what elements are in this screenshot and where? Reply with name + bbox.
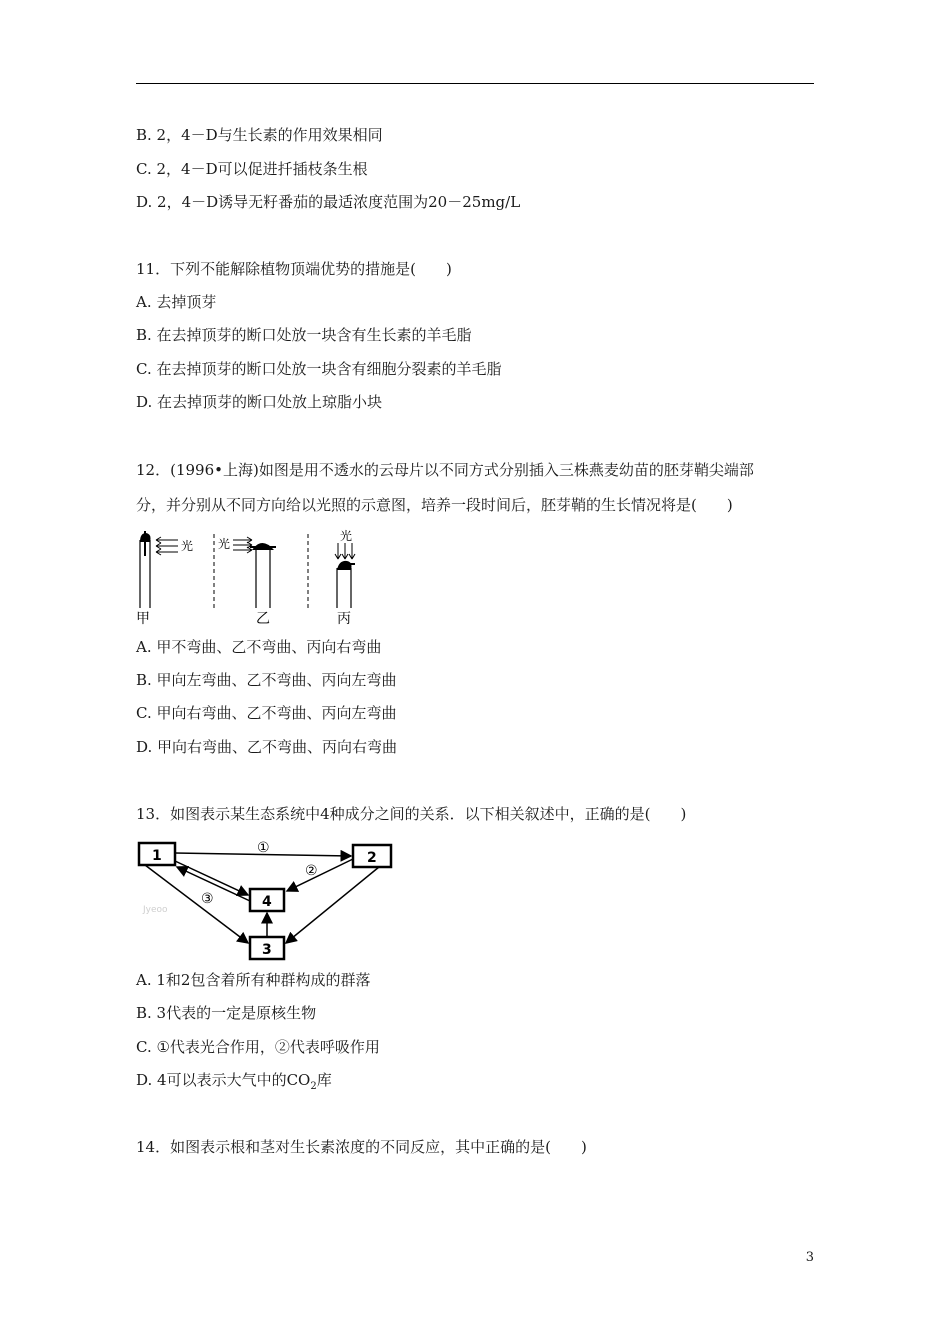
q12-stem-line2: 分，并分别从不同方向给以光照的示意图，培养一段时间后，胚芽鞘的生长情况将是( ) xyxy=(136,496,733,514)
q13-option-b: B. 3代表的一定是原核生物 xyxy=(136,1004,317,1022)
q12-option-d: D. 甲向右弯曲、乙不弯曲、丙向右弯曲 xyxy=(136,738,398,756)
coleoptile-figure xyxy=(134,528,384,626)
q12-stem-line1: 12．(1996•上海)如图是用不透水的云母片以不同方式分别插入三株燕麦幼苗的胚芽鞘尖端部 xyxy=(136,461,754,479)
arrow-2-to-4 xyxy=(287,859,353,891)
q11-option-d: D. 在去掉顶芽的断口处放上琼脂小块 xyxy=(136,393,383,411)
label-jia: 甲 xyxy=(136,611,150,626)
coleoptile-bing xyxy=(335,528,355,626)
header-rule xyxy=(136,83,814,84)
q10-option-d: D. 2，4－D诱导无籽番茄的最适浓度范围为20－25mg/L xyxy=(136,193,521,211)
q11-stem: 11．下列不能解除植物顶端优势的措施是( ) xyxy=(136,260,452,278)
q12-option-a: A. 甲不弯曲、乙不弯曲、丙向右弯曲 xyxy=(136,638,382,656)
box-2-label: 2 xyxy=(367,850,377,866)
label-bing: 丙 xyxy=(337,611,351,626)
q13-option-c: C. ①代表光合作用，②代表呼吸作用 xyxy=(136,1038,380,1056)
q10-option-c: C. 2，4－D可以促进扦插枝条生根 xyxy=(136,160,368,178)
page-number: 3 xyxy=(805,1250,814,1265)
q11-option-a: A. 去掉顶芽 xyxy=(136,293,217,311)
q11-option-c: C. 在去掉顶芽的断口处放一块含有细胞分裂素的羊毛脂 xyxy=(136,360,502,378)
arrow-1-to-4 xyxy=(175,861,248,895)
label-arrow-3: ③ xyxy=(201,891,214,907)
label-arrow-1: ① xyxy=(257,840,270,856)
q14-stem: 14．如图表示根和茎对生长素浓度的不同反应，其中正确的是( ) xyxy=(136,1138,587,1156)
watermark: Jyeoo xyxy=(143,905,168,915)
q13-option-d xyxy=(136,1071,332,1096)
q13-stem: 13．如图表示某生态系统中4种成分之间的关系．以下相关叙述中，正确的是( ) xyxy=(136,805,687,823)
light-label-bing: 光 xyxy=(340,529,353,543)
label-yi: 乙 xyxy=(256,611,270,626)
q13-option-d-suffix: 库 xyxy=(316,1071,332,1089)
arrow-2-to-3 xyxy=(286,867,379,943)
q12-option-c: C. 甲向右弯曲、乙不弯曲、丙向左弯曲 xyxy=(136,704,397,722)
q13-option-a: A. 1和2包含着所有种群构成的群落 xyxy=(136,971,371,989)
coleoptile-yi xyxy=(218,536,276,626)
q12-option-b: B. 甲向左弯曲、乙不弯曲、丙向左弯曲 xyxy=(136,671,397,689)
ecosystem-diagram xyxy=(135,837,397,961)
coleoptile-jia xyxy=(136,531,193,626)
q10-option-b: B. 2，4－D与生长素的作用效果相同 xyxy=(136,126,383,144)
subscript-2: 2 xyxy=(310,1081,317,1092)
box-1-label: 1 xyxy=(152,848,162,864)
light-label-jia: 光 xyxy=(181,539,194,553)
box-4-label: 4 xyxy=(262,894,272,910)
box-3-label: 3 xyxy=(262,942,272,958)
light-label-yi: 光 xyxy=(218,537,231,551)
q13-option-d-text: D. 4可以表示大气中的CO xyxy=(136,1071,311,1089)
q11-option-b: B. 在去掉顶芽的断口处放一块含有生长素的羊毛脂 xyxy=(136,326,472,344)
label-arrow-2: ② xyxy=(305,863,318,879)
